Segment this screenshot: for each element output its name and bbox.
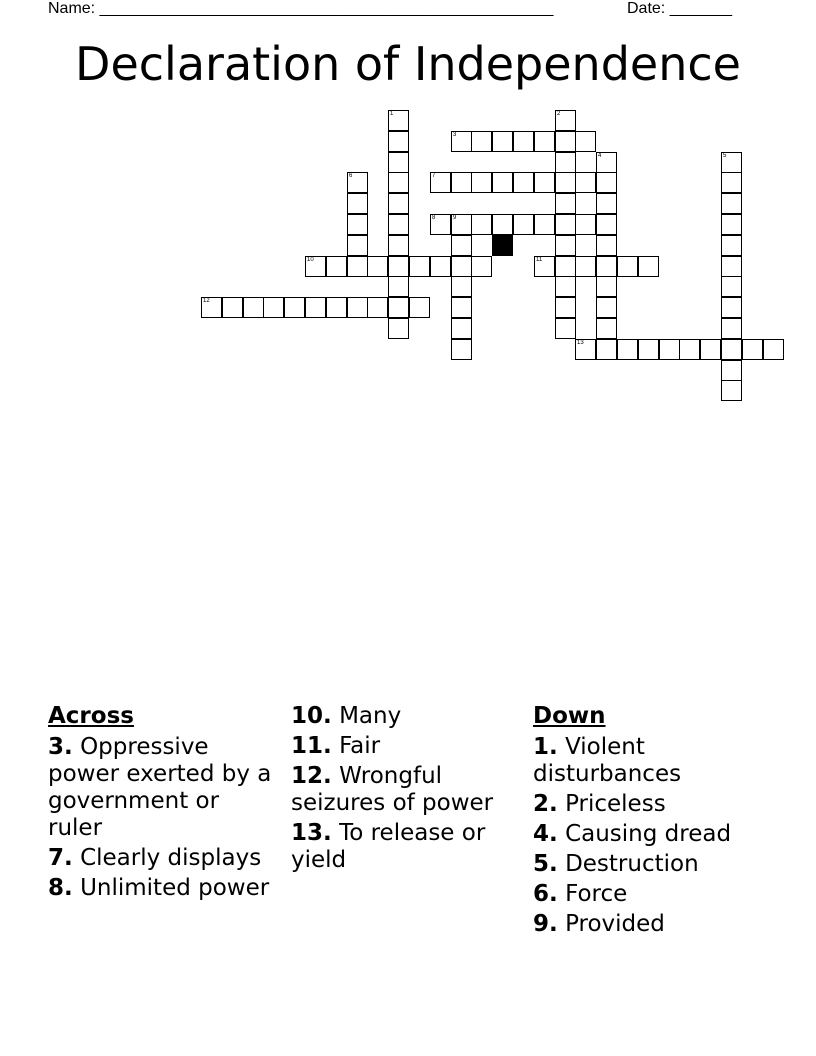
grid-cell[interactable] <box>721 276 742 297</box>
clue-text: Many <box>339 703 402 729</box>
cell-number: 5 <box>723 153 727 159</box>
down-heading: Down <box>533 703 606 729</box>
grid-cell[interactable] <box>555 193 576 214</box>
grid-cell[interactable] <box>638 339 659 360</box>
cell-number: 10 <box>307 257 314 263</box>
clue-number: 3. <box>48 734 73 760</box>
grid-cell[interactable] <box>367 256 388 277</box>
grid-cell[interactable] <box>575 214 596 235</box>
grid-cell[interactable] <box>513 131 534 152</box>
grid-cell[interactable] <box>575 172 596 193</box>
grid-cell[interactable] <box>596 276 617 297</box>
grid-cell[interactable] <box>555 297 576 318</box>
grid-cell[interactable] <box>388 318 409 339</box>
grid-cell[interactable] <box>451 172 472 193</box>
grid-cell[interactable] <box>492 214 513 235</box>
grid-cell[interactable] <box>596 318 617 339</box>
clue-number: 13. <box>291 820 332 846</box>
grid-cell[interactable] <box>721 214 742 235</box>
clue-item <box>48 734 280 842</box>
grid-cell[interactable] <box>721 339 742 360</box>
clue-text: Fair <box>339 733 381 759</box>
name-field[interactable]: Name: ___________________________________________________ <box>48 0 554 17</box>
clue-number: 7. <box>48 845 73 871</box>
grid-cell[interactable] <box>388 110 409 131</box>
grid-cell[interactable] <box>471 172 492 193</box>
grid-cell[interactable] <box>388 256 409 277</box>
grid-cell[interactable] <box>451 214 472 235</box>
grid-cell[interactable] <box>201 297 222 318</box>
clue-item <box>533 881 773 908</box>
grid-cell[interactable] <box>575 131 596 152</box>
grid-cell[interactable] <box>638 256 659 277</box>
grid-cell[interactable] <box>555 276 576 297</box>
grid-cell[interactable] <box>534 172 555 193</box>
grid-cell[interactable] <box>451 276 472 297</box>
clues-column-1 <box>48 703 280 905</box>
grid-cell[interactable] <box>347 235 368 256</box>
grid-cell[interactable] <box>388 235 409 256</box>
grid-cell[interactable] <box>451 339 472 360</box>
grid-cell[interactable] <box>555 110 576 131</box>
grid-cell[interactable] <box>721 318 742 339</box>
grid-cell[interactable] <box>679 339 700 360</box>
clue-number: 9. <box>533 911 558 937</box>
clue-item <box>533 791 773 818</box>
cell-number: 1 <box>390 111 394 117</box>
grid-cell[interactable] <box>555 235 576 256</box>
cell-number: 6 <box>349 173 353 179</box>
grid-cell[interactable] <box>575 256 596 277</box>
grid-cell[interactable] <box>596 172 617 193</box>
grid-cell[interactable] <box>513 214 534 235</box>
grid-cell[interactable] <box>534 131 555 152</box>
grid-cell[interactable] <box>347 172 368 193</box>
cell-number: 11 <box>536 257 543 263</box>
across-heading: Across <box>48 703 134 729</box>
grid-cell[interactable] <box>700 339 721 360</box>
grid-cell[interactable] <box>388 214 409 235</box>
clue-number: 10. <box>291 703 332 729</box>
grid-cell[interactable] <box>471 256 492 277</box>
grid-cell[interactable] <box>534 214 555 235</box>
grid-cell[interactable] <box>347 297 368 318</box>
grid-cell[interactable] <box>347 256 368 277</box>
grid-cell[interactable] <box>596 297 617 318</box>
clue-text: Unlimited power <box>80 875 270 901</box>
grid-cell[interactable] <box>721 172 742 193</box>
grid-cell[interactable] <box>222 297 243 318</box>
grid-cell[interactable] <box>347 193 368 214</box>
grid-cell[interactable] <box>721 297 742 318</box>
grid-cell[interactable] <box>555 318 576 339</box>
grid-cell[interactable] <box>555 152 576 173</box>
cell-number: 7 <box>432 173 436 179</box>
grid-cell[interactable] <box>305 256 326 277</box>
clue-item <box>291 820 523 874</box>
clue-number: 1. <box>533 734 558 760</box>
crossword-grid <box>0 0 816 420</box>
grid-cell[interactable] <box>471 131 492 152</box>
cell-number: 8 <box>432 215 436 221</box>
grid-cell[interactable] <box>492 131 513 152</box>
grid-cell[interactable] <box>388 152 409 173</box>
cell-number: 2 <box>557 111 561 117</box>
grid-cell[interactable] <box>721 235 742 256</box>
grid-cell[interactable] <box>721 380 742 401</box>
clue-number: 2. <box>533 791 558 817</box>
clue-item <box>533 821 773 848</box>
grid-cell[interactable] <box>326 256 347 277</box>
black-cell <box>492 235 513 256</box>
clue-text: Violent disturbances <box>533 734 682 787</box>
grid-cell[interactable] <box>367 297 388 318</box>
grid-cell[interactable] <box>596 256 617 277</box>
grid-cell[interactable] <box>284 297 305 318</box>
grid-cell[interactable] <box>555 131 576 152</box>
grid-cell[interactable] <box>305 297 326 318</box>
clue-item <box>48 875 280 902</box>
clue-number: 4. <box>533 821 558 847</box>
grid-cell[interactable] <box>451 131 472 152</box>
grid-cell[interactable] <box>721 193 742 214</box>
clue-item <box>291 763 523 817</box>
clue-text: Destruction <box>565 851 699 877</box>
date-field[interactable]: Date: _______ <box>627 0 732 17</box>
grid-cell[interactable] <box>430 214 451 235</box>
clue-item <box>291 733 523 760</box>
clue-text: Provided <box>565 911 665 937</box>
grid-cell[interactable] <box>763 339 784 360</box>
grid-cell[interactable] <box>451 256 472 277</box>
grid-cell[interactable] <box>263 297 284 318</box>
cell-number: 12 <box>203 298 210 304</box>
grid-cell[interactable] <box>596 193 617 214</box>
grid-cell[interactable] <box>555 256 576 277</box>
clue-number: 5. <box>533 851 558 877</box>
grid-cell[interactable] <box>451 235 472 256</box>
clue-text: Causing dread <box>565 821 732 847</box>
grid-cell[interactable] <box>243 297 264 318</box>
clue-text: Wrongful seizures of power <box>291 763 494 816</box>
grid-cell[interactable] <box>534 256 555 277</box>
clue-number: 8. <box>48 875 73 901</box>
clue-item <box>291 703 523 730</box>
clue-item <box>533 851 773 878</box>
cell-number: 9 <box>453 215 457 221</box>
clues-column-3 <box>533 703 773 941</box>
clue-item <box>533 734 773 788</box>
grid-cell[interactable] <box>617 339 638 360</box>
clue-item <box>48 845 280 872</box>
grid-cell[interactable] <box>596 214 617 235</box>
grid-cell[interactable] <box>388 172 409 193</box>
grid-cell[interactable] <box>388 131 409 152</box>
clue-text: To release or yield <box>291 820 486 873</box>
clue-text: Force <box>565 881 628 907</box>
cell-number: 4 <box>598 153 602 159</box>
grid-cell[interactable] <box>721 256 742 277</box>
grid-cell[interactable] <box>430 256 451 277</box>
grid-cell[interactable] <box>409 256 430 277</box>
grid-cell[interactable] <box>659 339 680 360</box>
grid-cell[interactable] <box>555 214 576 235</box>
cell-number: 13 <box>577 340 584 346</box>
grid-cell[interactable] <box>492 172 513 193</box>
grid-cell[interactable] <box>451 318 472 339</box>
grid-cell[interactable] <box>451 297 472 318</box>
grid-cell[interactable] <box>409 297 430 318</box>
grid-cell[interactable] <box>617 256 638 277</box>
grid-cell[interactable] <box>596 152 617 173</box>
clue-number: 11. <box>291 733 332 759</box>
grid-cell[interactable] <box>596 235 617 256</box>
grid-cell[interactable] <box>326 297 347 318</box>
cell-number: 3 <box>453 132 457 138</box>
grid-cell[interactable] <box>513 172 534 193</box>
grid-cell[interactable] <box>471 214 492 235</box>
grid-cell[interactable] <box>596 339 617 360</box>
page-title: Declaration of Independence <box>75 37 741 91</box>
grid-cell[interactable] <box>388 297 409 318</box>
clue-number: 6. <box>533 881 558 907</box>
clue-text: Priceless <box>565 791 666 817</box>
grid-cell[interactable] <box>347 214 368 235</box>
grid-cell[interactable] <box>388 276 409 297</box>
clue-number: 12. <box>291 763 332 789</box>
clue-text: Clearly displays <box>80 845 262 871</box>
grid-cell[interactable] <box>388 193 409 214</box>
grid-cell[interactable] <box>430 172 451 193</box>
clues-column-2 <box>291 703 523 877</box>
clue-text: Oppressive power exerted by a government or ruler <box>48 734 272 841</box>
grid-cell[interactable] <box>575 339 596 360</box>
grid-cell[interactable] <box>555 172 576 193</box>
grid-cell[interactable] <box>721 152 742 173</box>
grid-cell[interactable] <box>742 339 763 360</box>
grid-cell[interactable] <box>721 360 742 381</box>
clue-item <box>533 911 773 938</box>
